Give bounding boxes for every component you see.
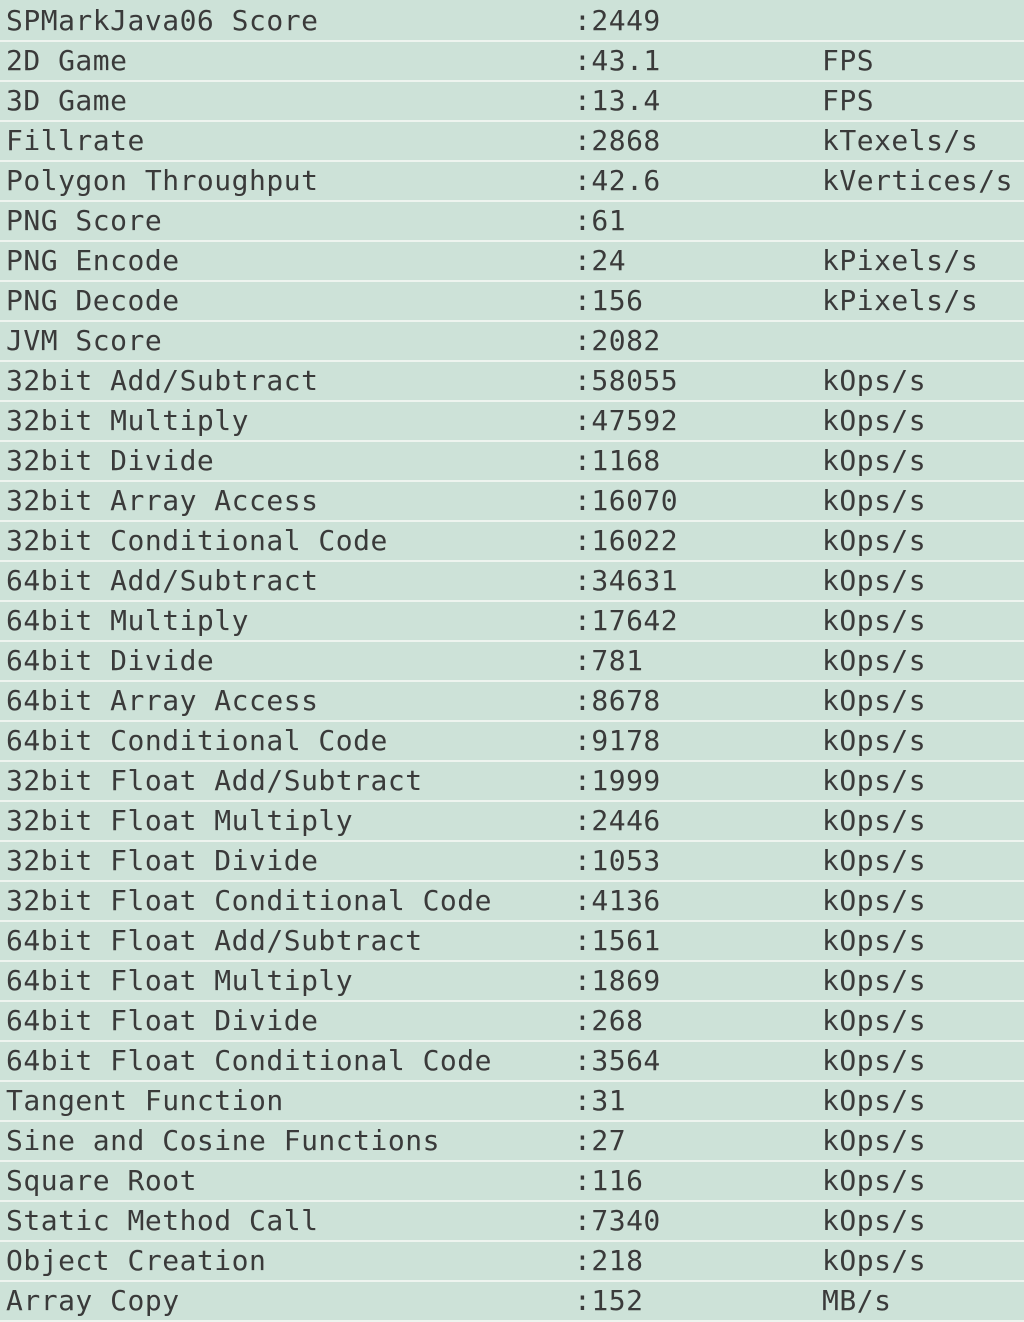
metric-value: :16022: [574, 524, 679, 557]
metric-value: :1561: [574, 924, 661, 957]
metric-name: 64bit Float Multiply: [6, 964, 354, 997]
metric-unit: [822, 202, 1024, 240]
metric-unit: kTexels/s: [822, 124, 979, 157]
metric-unit: kOps/s: [822, 404, 927, 437]
metric-unit: kVertices/s: [822, 164, 1013, 197]
metric-name: 32bit Divide: [6, 444, 215, 477]
metric-name: 32bit Conditional Code: [6, 524, 388, 557]
metric-value: :781: [574, 644, 644, 677]
table-row: [0, 882, 1024, 922]
metric-value: :3564: [574, 1044, 661, 1077]
metric-name: SPMarkJava06 Score: [6, 4, 319, 37]
metric-name: 32bit Array Access: [6, 484, 319, 517]
metric-unit: kOps/s: [822, 684, 927, 717]
metric-value: :1869: [574, 964, 661, 997]
metric-name: Sine and Cosine Functions: [6, 1124, 440, 1157]
metric-value: :156: [574, 284, 644, 317]
metric-unit: kOps/s: [822, 884, 927, 917]
metric-value: :7340: [574, 1204, 661, 1237]
metric-name: Array Copy: [6, 1284, 180, 1317]
metric-unit: kOps/s: [822, 564, 927, 597]
metric-value: :16070: [574, 484, 679, 517]
metric-name: 32bit Float Conditional Code: [6, 884, 493, 917]
metric-value: :34631: [574, 564, 679, 597]
metric-unit: kOps/s: [822, 924, 927, 957]
metric-unit: kOps/s: [822, 1004, 927, 1037]
table-row: [0, 842, 1024, 882]
metric-value: :42.6: [574, 164, 661, 197]
table-row: [0, 1002, 1024, 1042]
metric-value: :1999: [574, 764, 661, 797]
metric-value: :31: [574, 1084, 627, 1117]
metric-unit: kOps/s: [822, 804, 927, 837]
metric-unit: [822, 2, 1024, 40]
metric-unit: kOps/s: [822, 1244, 927, 1277]
metric-name: 3D Game: [6, 84, 128, 117]
metric-unit: kOps/s: [822, 724, 927, 757]
table-row: [0, 1122, 1024, 1162]
metric-value: :218: [574, 1244, 644, 1277]
metric-value: :152: [574, 1284, 644, 1317]
metric-unit: kOps/s: [822, 1084, 927, 1117]
table-row: [0, 1162, 1024, 1202]
metric-name: 64bit Divide: [6, 644, 215, 677]
metric-name: 64bit Float Divide: [6, 1004, 319, 1037]
metric-name: 32bit Multiply: [6, 404, 250, 437]
table-row: [0, 482, 1024, 522]
metric-unit: kPixels/s: [822, 244, 979, 277]
metric-unit: kOps/s: [822, 484, 927, 517]
metric-name: 32bit Float Divide: [6, 844, 319, 877]
metric-unit: kOps/s: [822, 444, 927, 477]
metric-name: 64bit Add/Subtract: [6, 564, 319, 597]
metric-unit: kOps/s: [822, 1204, 927, 1237]
table-row: [0, 802, 1024, 842]
metric-value: :1168: [574, 444, 661, 477]
metric-name: 64bit Array Access: [6, 684, 319, 717]
metric-name: PNG Score: [6, 204, 163, 237]
metric-value: :24: [574, 244, 627, 277]
table-row: [0, 442, 1024, 482]
metric-name: 32bit Float Add/Subtract: [6, 764, 423, 797]
table-row: [0, 1202, 1024, 1242]
metric-unit: kOps/s: [822, 1164, 927, 1197]
metric-value: :116: [574, 1164, 644, 1197]
metric-name: 64bit Float Add/Subtract: [6, 924, 423, 957]
metric-value: :2449: [574, 4, 661, 37]
metric-value: :61: [574, 204, 627, 237]
metric-value: :8678: [574, 684, 661, 717]
metric-value: :2868: [574, 124, 661, 157]
table-row: [0, 522, 1024, 562]
table-row: [0, 362, 1024, 402]
table-row: [0, 682, 1024, 722]
metric-unit: kOps/s: [822, 1124, 927, 1157]
metric-name: 32bit Float Multiply: [6, 804, 354, 837]
table-row: [0, 2, 1024, 42]
metric-value: :4136: [574, 884, 661, 917]
metric-value: :43.1: [574, 44, 661, 77]
table-row: [0, 762, 1024, 802]
metric-name: Square Root: [6, 1164, 197, 1197]
metric-unit: kOps/s: [822, 764, 927, 797]
table-row: [0, 1042, 1024, 1082]
metric-name: 64bit Multiply: [6, 604, 250, 637]
metric-unit: kOps/s: [822, 964, 927, 997]
metric-value: :27: [574, 1124, 627, 1157]
metric-value: :9178: [574, 724, 661, 757]
metric-value: :2082: [574, 324, 661, 357]
metric-name: 32bit Add/Subtract: [6, 364, 319, 397]
table-row: [0, 1282, 1024, 1322]
metric-unit: kOps/s: [822, 1044, 927, 1077]
metric-name: Polygon Throughput: [6, 164, 319, 197]
table-row: [0, 962, 1024, 1002]
metric-unit: kOps/s: [822, 524, 927, 557]
metric-unit: FPS: [822, 84, 875, 117]
metric-unit: kOps/s: [822, 364, 927, 397]
metric-unit: kOps/s: [822, 604, 927, 637]
metric-value: :268: [574, 1004, 644, 1037]
metric-name: JVM Score: [6, 324, 163, 357]
metric-name: Static Method Call: [6, 1204, 319, 1237]
metric-name: 64bit Conditional Code: [6, 724, 388, 757]
table-row: [0, 642, 1024, 682]
table-row: [0, 562, 1024, 602]
metric-name: Object Creation: [6, 1244, 267, 1277]
metric-name: 64bit Float Conditional Code: [6, 1044, 493, 1077]
metric-value: :17642: [574, 604, 679, 637]
table-row: [0, 242, 1024, 282]
metric-value: :58055: [574, 364, 679, 397]
table-row: [0, 402, 1024, 442]
metric-value: :13.4: [574, 84, 661, 117]
metric-name: 2D Game: [6, 44, 128, 77]
metric-name: PNG Encode: [6, 244, 180, 277]
table-row: [0, 322, 1024, 362]
metric-unit: MB/s: [822, 1284, 892, 1317]
metric-value: :47592: [574, 404, 679, 437]
metric-name: Fillrate: [6, 124, 145, 157]
metric-unit: kPixels/s: [822, 284, 979, 317]
table-row: [0, 922, 1024, 962]
metric-name: PNG Decode: [6, 284, 180, 317]
metric-name: Tangent Function: [6, 1084, 284, 1117]
metric-unit: [822, 322, 1024, 360]
metric-unit: kOps/s: [822, 844, 927, 877]
metric-unit: kOps/s: [822, 644, 927, 677]
table-row: [0, 42, 1024, 82]
table-row: [0, 162, 1024, 202]
table-row: [0, 1242, 1024, 1282]
table-row: [0, 602, 1024, 642]
table-row: [0, 202, 1024, 242]
table-row: [0, 1082, 1024, 1122]
table-row: [0, 82, 1024, 122]
metric-value: :1053: [574, 844, 661, 877]
table-row: [0, 282, 1024, 322]
metric-unit: FPS: [822, 44, 875, 77]
table-row: [0, 722, 1024, 762]
table-row: [0, 122, 1024, 162]
metric-value: :2446: [574, 804, 661, 837]
